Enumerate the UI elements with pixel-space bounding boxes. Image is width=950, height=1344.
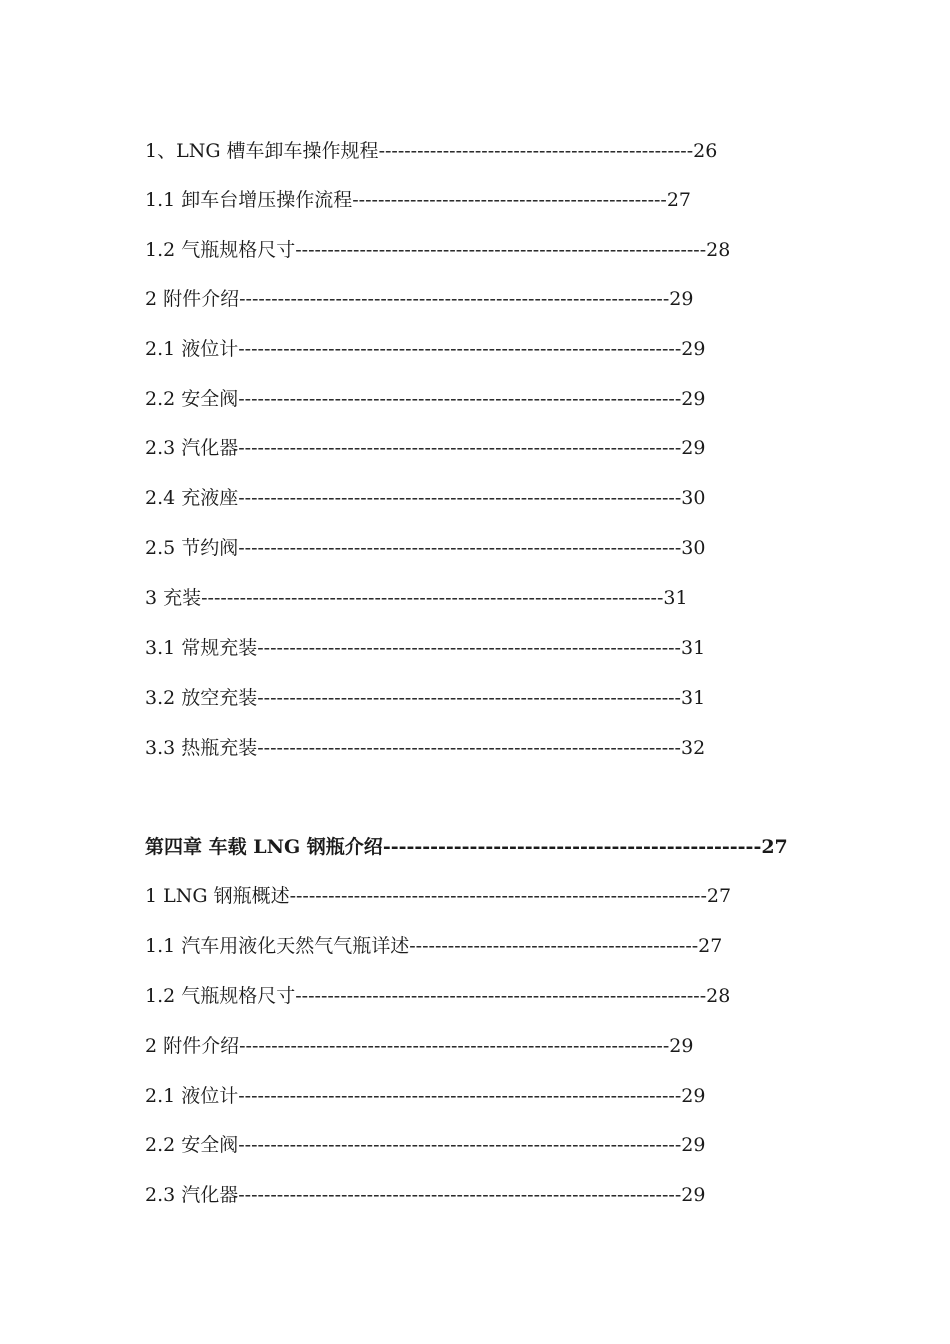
toc-entry[interactable]: [145, 881, 731, 911]
toc-leader: ------------------------------------------------------------------: [257, 737, 681, 759]
toc-entry-title: 1.1 汽车用液化天然气气瓶详述: [145, 935, 410, 957]
toc-page-number: 29: [681, 338, 706, 360]
toc-page-number: 31: [663, 587, 688, 609]
toc-chapter-heading[interactable]: [145, 832, 788, 862]
toc-page-number: 31: [680, 687, 706, 709]
toc-page-number: 31: [680, 637, 706, 659]
toc-leader: ---------------------------------------------------------------------: [238, 537, 682, 559]
toc-entry-title: 2.3 汽化器: [145, 1184, 239, 1206]
toc-entry[interactable]: [145, 1031, 693, 1061]
toc-leader: -------------------------------------------------: [378, 140, 694, 162]
toc-entry[interactable]: [145, 384, 705, 414]
toc-leader: -------------------------------------------------------------------: [239, 1035, 670, 1057]
toc-page-number: 30: [681, 487, 706, 509]
toc-leader: ----------------------------------------------------------------: [295, 985, 707, 1007]
toc-entry-title: 2.2 安全阀: [145, 388, 239, 410]
toc-page-number: 27: [761, 836, 788, 858]
toc-leader: ---------------------------------------------------------------------: [238, 487, 682, 509]
toc-entry[interactable]: [145, 185, 691, 215]
toc-leader: ------------------------------------------------: [382, 836, 762, 858]
toc-leader: ---------------------------------------------: [409, 935, 699, 957]
toc-entry[interactable]: [145, 981, 730, 1011]
toc-entry-title: 第四章 车载 LNG 钢瓶介绍: [145, 836, 383, 858]
toc-entry-title: 1.2 气瓶规格尺寸: [145, 985, 296, 1007]
toc-entry[interactable]: [145, 633, 705, 663]
toc-entry-title: 3.3 热瓶充装: [145, 737, 258, 759]
toc-page-number: 29: [681, 1085, 706, 1107]
toc-leader: ----------------------------------------------------------------: [295, 239, 707, 261]
toc-entry[interactable]: [145, 1180, 705, 1210]
toc-entry-title: 2 附件介绍: [145, 288, 240, 310]
toc-page-number: 30: [681, 537, 706, 559]
toc-leader: ------------------------------------------------------------------: [257, 687, 681, 709]
toc-page-number: 29: [669, 1035, 694, 1057]
toc-entry[interactable]: [145, 533, 705, 563]
toc-entry-title: 3.1 常规充装: [145, 637, 258, 659]
toc-entry[interactable]: [145, 1081, 705, 1111]
toc-entry-title: 2.4 充液座: [145, 487, 239, 509]
toc-page-number: 32: [680, 737, 706, 759]
toc-page-number: 27: [666, 189, 692, 211]
toc-entry[interactable]: [145, 433, 705, 463]
toc-leader: ---------------------------------------------------------------------: [238, 437, 682, 459]
toc-entry[interactable]: [145, 583, 688, 613]
toc-entry[interactable]: [145, 931, 722, 961]
toc-entry-title: 1 LNG 钢瓶概述: [145, 885, 290, 907]
toc-leader: ------------------------------------------------------------------: [257, 637, 681, 659]
toc-page-number: 28: [706, 239, 731, 261]
toc-page-number: 26: [693, 140, 718, 162]
toc-entry-title: 2.5 节约阀: [145, 537, 239, 559]
toc-page-number: 29: [681, 1184, 706, 1206]
toc-entry-title: 2 附件介绍: [145, 1035, 240, 1057]
toc-entry[interactable]: [145, 733, 705, 763]
toc-entry-title: 1、LNG 槽车卸车操作规程: [145, 140, 379, 162]
toc-leader: -----------------------------------------------------------------: [289, 885, 707, 907]
toc-entry-title: 2.2 安全阀: [145, 1134, 239, 1156]
toc-leader: -------------------------------------------------: [352, 189, 667, 211]
toc-entry[interactable]: [145, 1130, 705, 1160]
toc-page-number: 27: [698, 935, 723, 957]
toc-page-number: 29: [681, 1134, 706, 1156]
toc-page-number: 28: [706, 985, 731, 1007]
toc-entry-title: 2.1 液位计: [145, 338, 239, 360]
toc-entry[interactable]: [145, 284, 693, 314]
toc-entry-title: 3.2 放空充装: [145, 687, 258, 709]
toc-entry-title: 2.3 汽化器: [145, 437, 239, 459]
toc-leader: ---------------------------------------------------------------------: [238, 338, 682, 360]
toc-entry[interactable]: [145, 683, 705, 713]
toc-entry[interactable]: [145, 136, 717, 166]
toc-entry[interactable]: [145, 235, 730, 265]
toc-entry[interactable]: [145, 334, 705, 364]
toc-page-number: 27: [706, 885, 732, 907]
toc-entry-title: 1.1 卸车台增压操作流程: [145, 189, 353, 211]
toc-leader: ------------------------------------------------------------------------: [201, 587, 664, 609]
toc-leader: ---------------------------------------------------------------------: [238, 1085, 682, 1107]
toc-page-number: 29: [669, 288, 694, 310]
toc-leader: -------------------------------------------------------------------: [239, 288, 670, 310]
toc-entry[interactable]: [145, 483, 705, 513]
toc-leader: ---------------------------------------------------------------------: [238, 388, 682, 410]
toc-leader: ---------------------------------------------------------------------: [238, 1134, 682, 1156]
toc-entry-title: 3 充装: [145, 587, 202, 609]
toc-leader: ---------------------------------------------------------------------: [238, 1184, 682, 1206]
toc-entry-title: 2.1 液位计: [145, 1085, 239, 1107]
toc-page-number: 29: [681, 388, 706, 410]
toc-page-number: 29: [681, 437, 706, 459]
toc-entry-title: 1.2 气瓶规格尺寸: [145, 239, 296, 261]
